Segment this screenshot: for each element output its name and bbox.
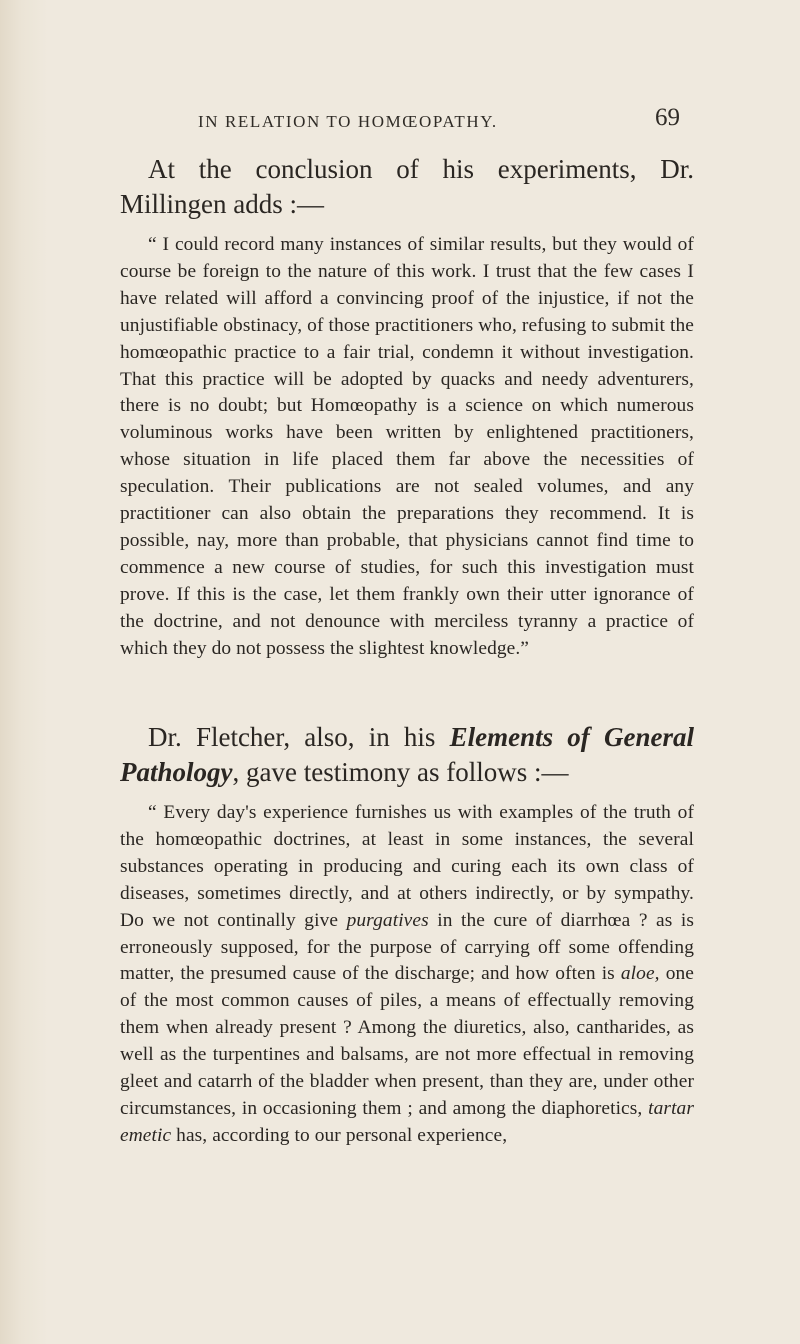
intro-paragraph-2-text — [120, 720, 694, 790]
quote-2-part2: in the cure of diarrhœa ? as is erroneously supposed, for the purpose of carrying off some offending matter, the presumed cause of the discharge; and how often is — [120, 909, 694, 985]
page-binding-shadow — [0, 0, 48, 1344]
quotation-millingen-text: “ I could record many instances of similar results, but they would of course be foreign to the nature of this work. I trust that the few cases I have related will afford a convincing proof of the injustice, if not the unjustifiable obstinacy, of those practitioners who, refusing to submit the homœopathic practice to a fair trial, condemn it without investigation. That this practice will be adopted by quacks and needy adventurers, there is no doubt; but Homœopathy is a science on which numerous voluminous works have been written by enlightened practitioners, whose situation in life placed them far above the necessities of speculation. Their publications are not sealed volumes, and any practitioner can also obtain the preparations they recommend. It is possible, nay, more than probable, that physicians cannot find time to commence a new course of studies, for such this investigation must prove. If this is the case, let them frankly own their utter ignorance of the doctrine, and not denounce with merciless tyranny a practice of which they do not possess the slightest knowledge.” — [120, 234, 694, 659]
page-number: 69 — [655, 104, 680, 131]
quote-2-italic-tartar-emetic: tartar emetic — [120, 1097, 694, 1146]
intro-2-part1: Dr. Fletcher, also, in his — [148, 722, 450, 752]
running-head — [120, 104, 680, 138]
quotation-fletcher — [120, 800, 694, 1150]
intro-2-part2: , gave testimony as follows :— — [232, 757, 569, 787]
quotation-fletcher-text — [120, 800, 694, 1150]
intro-paragraph-1 — [120, 152, 694, 222]
quote-2-part1: “ Every day's experience furnishes us with examples of the truth of the homœopathic doctrines, at least in some instances, the several substances operating in producing and curing each its own class of diseases, sometimes directly, and at others indirectly, or by sympathy. Do we not continally give — [120, 802, 694, 931]
intro-paragraph-1-text: At the conclusion of his experiments, Dr. Millingen adds :— — [120, 154, 694, 219]
quote-2-part3: one of the most common causes of piles, a means of effectually removing them when already present ? Among the diuretics, also, cantharides, as well as the turpentines and balsams, are not more effectual in removing gleet and catarrh of the bladder when present, than they are, under other circumstances, in occasioning them ; and among the diaphoretics, — [120, 963, 694, 1119]
running-title: IN RELATION TO HOMŒOPATHY. — [198, 112, 498, 131]
quote-2-italic-aloe: aloe, — [620, 963, 660, 985]
book-title: Elements of General Pathology — [120, 722, 694, 787]
quote-2-part4: has, according to our personal experience, — [171, 1124, 508, 1146]
quotation-millingen — [120, 232, 694, 663]
intro-paragraph-2 — [120, 720, 694, 790]
quote-2-italic-purgatives: purgatives — [346, 909, 429, 931]
